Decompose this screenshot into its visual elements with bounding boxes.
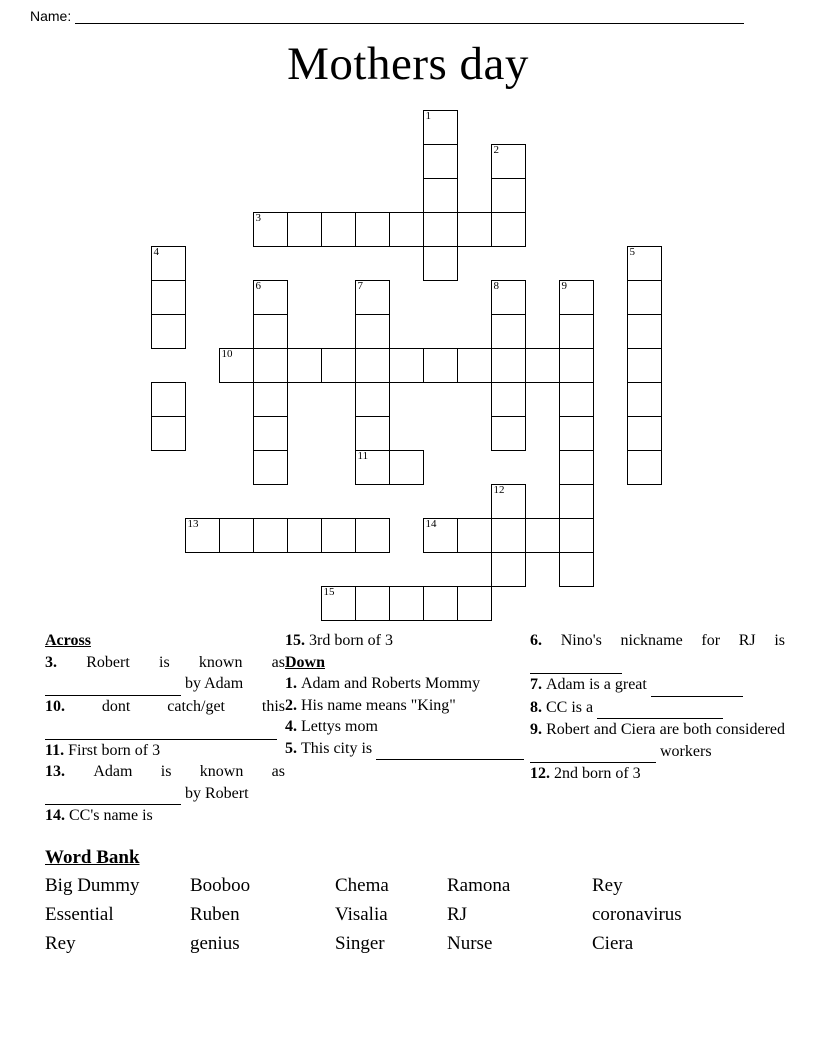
clue-item — [45, 652, 285, 696]
clue-text: Lettys mom — [301, 718, 378, 735]
word-bank-word: Booboo — [190, 875, 251, 896]
crossword-clue-number: 12 — [493, 484, 505, 496]
crossword-cell[interactable] — [355, 518, 390, 553]
clue-number: 10. — [45, 697, 102, 715]
clue-text: This city is — [301, 739, 373, 757]
word-bank-heading: Word Bank — [45, 847, 140, 868]
clue-number: 5. — [285, 739, 301, 757]
crossword-clue-number: 8 — [493, 280, 499, 292]
clue-text: Adam is a great — [546, 676, 647, 693]
clue-item — [530, 719, 785, 763]
clue-answer-blank[interactable] — [45, 673, 181, 696]
crossword-cell[interactable] — [389, 586, 424, 621]
crossword-cell[interactable] — [287, 518, 322, 553]
clue-answer-blank[interactable] — [651, 674, 743, 697]
clue-text: Adam is known as — [93, 763, 286, 780]
crossword-cell-start-11[interactable] — [355, 450, 390, 485]
crossword-cell[interactable] — [151, 314, 186, 349]
clue-text: His name means "King" — [301, 696, 456, 714]
crossword-cell[interactable] — [627, 416, 662, 451]
crossword-clue-number: 11 — [357, 450, 369, 462]
word-bank-word: Ramona — [447, 875, 511, 896]
crossword-cell[interactable] — [253, 450, 288, 485]
crossword-clue-number: 10 — [221, 348, 233, 360]
crossword-cell[interactable] — [627, 348, 662, 383]
crossword-cell[interactable] — [355, 586, 390, 621]
word-bank-word: coronavirus — [592, 904, 682, 925]
crossword-clue-number: 13 — [187, 518, 199, 530]
word-bank-word: Big Dummy — [45, 875, 140, 896]
clue-number: 2. — [285, 696, 301, 714]
crossword-cell-start-7[interactable] — [355, 280, 390, 315]
crossword-cell[interactable] — [559, 552, 594, 587]
crossword-cell[interactable] — [355, 212, 390, 247]
crossword-cell-start-6[interactable] — [253, 280, 288, 315]
crossword-cell[interactable] — [219, 518, 254, 553]
clue-text-tail: by Robert — [181, 784, 249, 802]
clue-number: 12. — [530, 765, 554, 782]
crossword-cell-start-12[interactable] — [491, 484, 526, 519]
crossword-cell[interactable] — [151, 280, 186, 315]
crossword-cell[interactable] — [491, 212, 526, 247]
clue-number: 4. — [285, 718, 301, 735]
clue-text: Adam and Roberts Mommy — [301, 675, 481, 692]
crossword-cell[interactable] — [559, 518, 594, 553]
crossword-cell[interactable] — [389, 212, 424, 247]
crossword-cell[interactable] — [627, 280, 662, 315]
crossword-cell[interactable] — [321, 212, 356, 247]
clue-text: 3rd born of 3 — [309, 632, 393, 649]
clue-answer-blank[interactable] — [530, 652, 622, 675]
word-bank-word: Ruben — [190, 904, 240, 925]
crossword-cell[interactable] — [559, 382, 594, 417]
clue-text: Robert is known as — [86, 653, 286, 671]
crossword-cell-start-5[interactable] — [627, 246, 662, 281]
crossword-cell-start-14[interactable] — [423, 518, 458, 553]
crossword-cell[interactable] — [491, 178, 526, 213]
crossword-cell[interactable] — [253, 348, 288, 383]
crossword-clue-number: 4 — [153, 246, 159, 258]
crossword-clue-number: 5 — [629, 246, 635, 258]
word-bank-word: Rey — [592, 875, 623, 896]
clue-item — [285, 738, 525, 761]
crossword-cell[interactable] — [287, 212, 322, 247]
crossword-cell[interactable] — [525, 348, 560, 383]
crossword-clue-number: 7 — [357, 280, 363, 292]
clue-item — [45, 740, 285, 762]
clue-number: 1. — [285, 675, 301, 692]
crossword-cell-start-15[interactable] — [321, 586, 356, 621]
crossword-cell-start-4[interactable] — [151, 246, 186, 281]
clue-text: CC's name is — [69, 807, 153, 824]
crossword-cell[interactable] — [253, 416, 288, 451]
across-heading: Across — [45, 632, 91, 649]
word-bank-word: Rey — [45, 933, 76, 954]
crossword-cell[interactable] — [423, 144, 458, 179]
crossword-clue-number: 15 — [323, 586, 335, 598]
crossword-cell[interactable] — [559, 484, 594, 519]
word-bank-word: Singer — [335, 933, 385, 954]
crossword-cell[interactable] — [253, 314, 288, 349]
crossword-cell-start-9[interactable] — [559, 280, 594, 315]
crossword-cell[interactable] — [627, 314, 662, 349]
crossword-cell[interactable] — [457, 212, 492, 247]
word-bank-section — [45, 845, 785, 954]
word-bank-word: Nurse — [447, 933, 493, 954]
crossword-cell[interactable] — [423, 212, 458, 247]
name-label: Name: — [30, 8, 72, 24]
clue-number: 8. — [530, 698, 546, 716]
crossword-cell[interactable] — [355, 348, 390, 383]
clues-column-2 — [285, 630, 525, 760]
crossword-cell-start-13[interactable] — [185, 518, 220, 553]
word-bank-word: Visalia — [335, 904, 388, 925]
clue-answer-blank[interactable] — [597, 697, 723, 720]
crossword-cell-start-3[interactable] — [253, 212, 288, 247]
crossword-cell[interactable] — [559, 314, 594, 349]
clue-item — [530, 674, 785, 697]
crossword-cell[interactable] — [491, 382, 526, 417]
crossword-cell-start-1[interactable] — [423, 110, 458, 145]
crossword-cell[interactable] — [457, 518, 492, 553]
crossword-cell[interactable] — [253, 518, 288, 553]
clue-answer-blank[interactable] — [530, 741, 656, 764]
crossword-cell[interactable] — [423, 178, 458, 213]
crossword-cell[interactable] — [491, 416, 526, 451]
clue-item — [530, 630, 785, 674]
word-bank-word: Ciera — [592, 933, 634, 954]
clues-column-1 — [45, 630, 285, 827]
word-bank-grid — [45, 875, 785, 954]
clues-column-3 — [530, 630, 785, 785]
clue-item — [45, 761, 285, 805]
crossword-cell[interactable] — [253, 382, 288, 417]
clue-text: 2nd born of 3 — [554, 765, 641, 782]
clue-text: Robert and Ciera are both considered — [546, 721, 786, 738]
clues-section — [45, 630, 785, 835]
crossword-cell[interactable] — [151, 416, 186, 451]
clue-number: 14. — [45, 807, 69, 824]
crossword-cell[interactable] — [559, 348, 594, 383]
clue-text-tail: by Adam — [181, 675, 244, 692]
crossword-cell[interactable] — [423, 246, 458, 281]
crossword-cell[interactable] — [559, 450, 594, 485]
crossword-cell[interactable] — [491, 518, 526, 553]
clue-number: 15. — [285, 632, 309, 649]
clue-answer-blank[interactable] — [45, 717, 277, 740]
clue-answer-blank[interactable] — [376, 738, 524, 761]
word-bank-word: RJ — [447, 904, 468, 925]
crossword-cell[interactable] — [355, 382, 390, 417]
crossword-cell[interactable] — [389, 348, 424, 383]
crossword-clue-number: 14 — [425, 518, 437, 530]
crossword-cell-start-8[interactable] — [491, 280, 526, 315]
clue-text: dont catch/get this — [101, 697, 286, 715]
crossword-clue-number: 9 — [561, 280, 567, 292]
crossword-cell[interactable] — [491, 314, 526, 349]
crossword-cell[interactable] — [457, 586, 492, 621]
crossword-clue-number: 6 — [255, 280, 261, 292]
crossword-cell[interactable] — [491, 552, 526, 587]
clue-item — [530, 697, 785, 720]
crossword-cell[interactable] — [627, 450, 662, 485]
clue-number: 11. — [45, 741, 69, 759]
crossword-cell[interactable] — [321, 518, 356, 553]
crossword-cell[interactable] — [491, 348, 526, 383]
clue-item — [45, 696, 285, 740]
crossword-cell[interactable] — [423, 586, 458, 621]
word-bank-word: genius — [190, 933, 240, 954]
crossword-cell[interactable] — [355, 416, 390, 451]
clue-number: 6. — [530, 632, 561, 649]
crossword-clue-number: 3 — [255, 212, 261, 224]
crossword-cell[interactable] — [321, 348, 356, 383]
clue-answer-blank[interactable] — [45, 783, 181, 806]
clue-text: CC is a — [546, 698, 594, 716]
clue-number: 7. — [530, 676, 546, 693]
clue-item — [530, 763, 785, 785]
clue-item — [285, 673, 525, 695]
clue-item — [285, 716, 525, 738]
clue-item — [285, 695, 525, 717]
clue-item — [285, 630, 525, 652]
crossword-cell[interactable] — [423, 348, 458, 383]
crossword-cell[interactable] — [627, 382, 662, 417]
crossword-cell[interactable] — [457, 348, 492, 383]
word-bank-word: Chema — [335, 875, 389, 896]
crossword-clue-number: 1 — [425, 110, 431, 122]
crossword-cell[interactable] — [355, 314, 390, 349]
clue-number: 3. — [45, 653, 87, 671]
word-bank-word: Essential — [45, 904, 114, 925]
crossword-cell-start-2[interactable] — [491, 144, 526, 179]
clue-text: First born of 3 — [68, 741, 161, 759]
crossword-cell[interactable] — [389, 450, 424, 485]
clue-text: Nino's nickname for RJ is — [560, 632, 786, 649]
page-title: Mothers day — [287, 38, 529, 90]
clue-number: 13. — [45, 763, 94, 780]
down-heading: Down — [285, 653, 326, 671]
clue-item — [45, 805, 285, 827]
crossword-cell[interactable] — [287, 348, 322, 383]
crossword-clue-number: 2 — [493, 144, 499, 156]
crossword-cell[interactable] — [559, 416, 594, 451]
crossword-cell-start-10[interactable] — [219, 348, 254, 383]
crossword-cell[interactable] — [525, 518, 560, 553]
crossword-cell[interactable] — [151, 382, 186, 417]
clue-text-tail: workers — [656, 742, 712, 760]
clue-number: 9. — [530, 721, 547, 738]
